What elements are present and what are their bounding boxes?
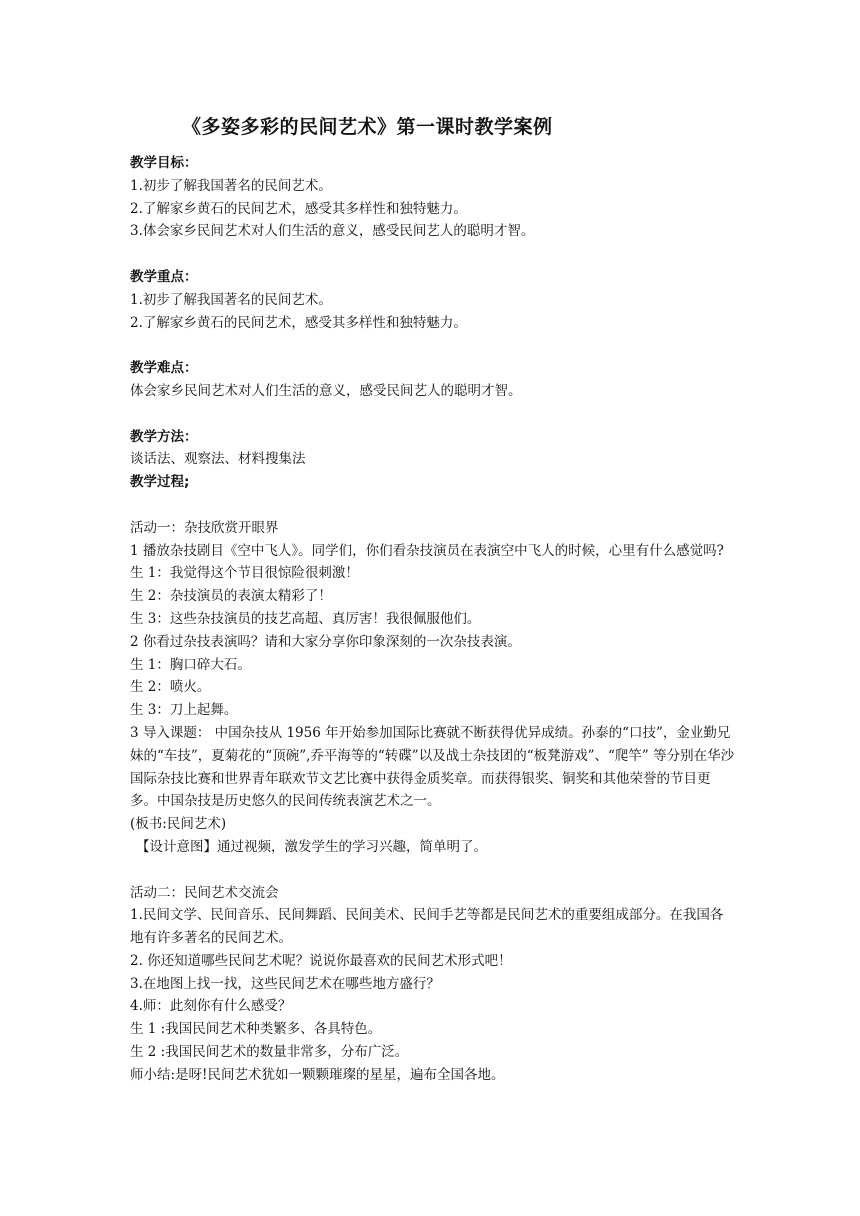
spacer xyxy=(130,859,735,882)
activity1-title: 活动一：杂技欣赏开眼界 xyxy=(130,519,279,536)
key-point-item: 1.初步了解我国著名的民间艺术。 xyxy=(130,291,332,308)
student-answer: 生 1 :我国民间艺术种类繁多、各具特色。 xyxy=(130,1021,382,1038)
activity2-title: 活动二：民间艺术交流会 xyxy=(130,884,279,901)
activity1-question-2: 2 你看过杂技表演吗？请和大家分享你印象深刻的一次杂技表演。 xyxy=(130,633,521,650)
key-point-item: 2.了解家乡黄石的民间艺术，感受其多样性和独特魅力。 xyxy=(130,314,467,331)
objective-item: 1.初步了解我国著名的民间艺术。 xyxy=(130,177,332,194)
spacer xyxy=(130,403,735,426)
activity2-item: 3.在地图上找一找，这些民间艺术在哪些地方盛行？ xyxy=(130,975,440,992)
student-answer: 生 2：杂技演员的表演太精彩了！ xyxy=(130,588,332,605)
activity2-item: 2. 你还知道哪些民间艺术呢？说说你最喜欢的民间艺术形式吧！ xyxy=(130,952,512,969)
student-answer: 生 1：胸口碎大石。 xyxy=(130,656,251,673)
activity1-introduction: 3 导入课题： 中国杂技从 1956 年开始参加国际比赛就不断获得优异成绩。孙泰的“口技”，金业勤兄妹的“车技”，夏菊花的“顶碗”,乔平海等的“转碟”以及战士杂技团的“板凳游戏”、“爬竿” 等分别在华沙国际杂技比赛和世界青年联欢节文艺比赛中获得金质奖章。而获得银奖、铜奖和其他荣誉的节目更多。中国杂技是历史悠久的民间传统表演艺术之一。 xyxy=(130,724,735,810)
difficulties-heading: 教学难点： xyxy=(130,360,198,377)
document-title: 《多姿多彩的民间艺术》第一课时教学案例 xyxy=(182,116,553,138)
process-heading: 教学过程; xyxy=(130,474,190,491)
document-page xyxy=(130,112,735,1087)
student-answer: 生 2 :我国民间艺术的数量非常多，分布广泛。 xyxy=(130,1044,409,1061)
spacer xyxy=(130,243,735,266)
student-answer: 生 2：喷火。 xyxy=(130,679,211,696)
student-answer: 生 3：刀上起舞。 xyxy=(130,702,238,719)
objective-item: 3.体会家乡民间艺术对人们生活的意义，感受民间艺人的聪明才智。 xyxy=(130,223,535,240)
objectives-heading: 教学目标： xyxy=(130,155,198,171)
difficulty-item: 体会家乡民间艺术对人们生活的意义，感受民间艺人的聪明才智。 xyxy=(130,382,522,399)
design-intent: 【设计意图】通过视频，激发学生的学习兴趣，简单明了。 xyxy=(136,838,487,855)
student-answer: 生 3：这些杂技演员的技艺高超、真厉害！我很佩服他们。 xyxy=(130,610,481,627)
methods-text: 谈话法、观察法、材料搜集法 xyxy=(130,451,306,468)
teacher-summary: 师小结:是呀!民间艺术犹如一颗颗璀璨的星星，遍布全国各地。 xyxy=(130,1066,505,1083)
spacer xyxy=(130,334,735,357)
activity2-item: 4.师：此刻你有什么感受？ xyxy=(130,998,292,1015)
spacer xyxy=(130,494,735,517)
methods-heading: 教学方法： xyxy=(130,428,198,445)
key-points-heading: 教学重点： xyxy=(130,268,198,285)
activity1-question-1: 1 播放杂技剧目《空中飞人》。同学们，你们看杂技演员在表演空中飞人的时候，心里有什么感觉吗? xyxy=(130,542,724,559)
student-answer: 生 1：我觉得这个节目很惊险很刺激！ xyxy=(130,565,359,582)
objective-item: 2.了解家乡黄石的民间艺术，感受其多样性和独特魅力。 xyxy=(130,200,467,217)
activity2-item: 1.民间文学、民间音乐、民间舞蹈、民间美术、民间手艺等都是民间艺术的重要组成部分。在我国各地有许多著名的民间艺术。 xyxy=(130,907,724,947)
board-note: (板书:民间艺术) xyxy=(130,816,227,833)
